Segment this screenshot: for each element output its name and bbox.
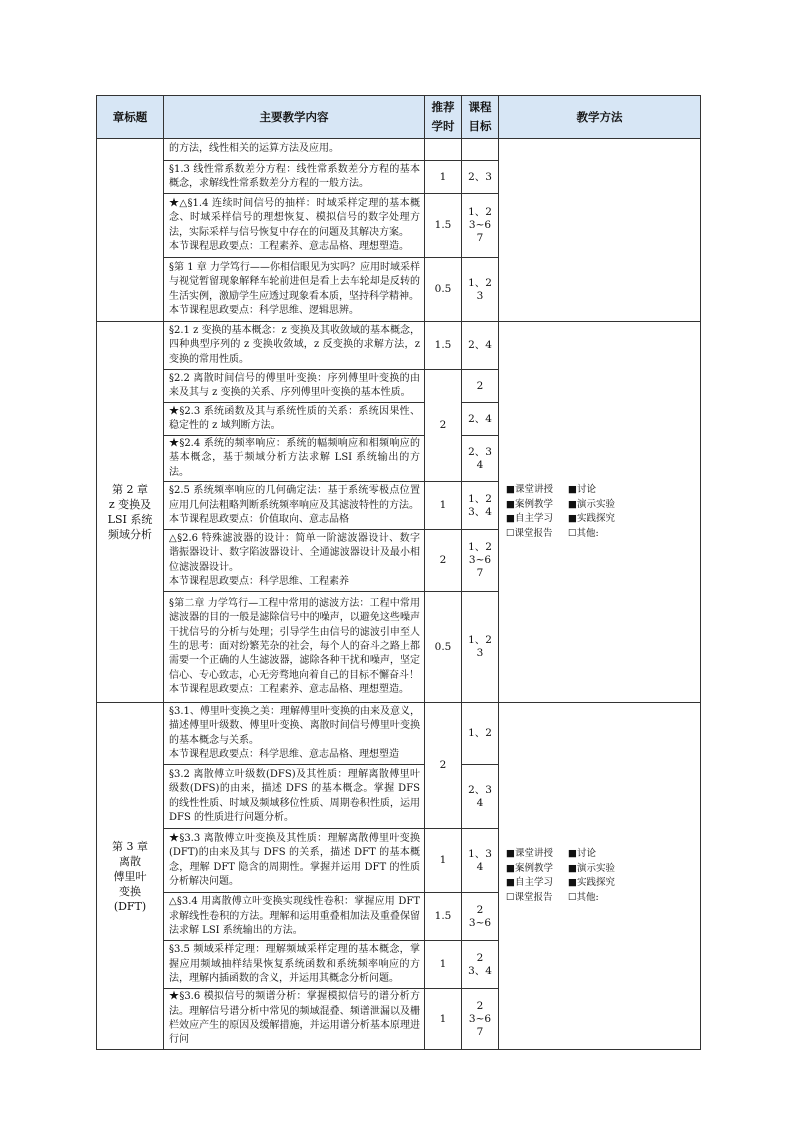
hours-cell: 1.5 — [425, 893, 462, 941]
goals-cell: 2 3~6 7 — [462, 989, 499, 1050]
content-cell: 的方法，线性相关的运算方法及应用。 — [164, 139, 425, 161]
method-case: ■案例教学 — [506, 862, 553, 874]
hours-cell: 1 — [425, 482, 462, 530]
table-row — [97, 703, 701, 765]
method-discussion: ■讨论 — [568, 848, 596, 860]
hours-cell: 1 — [425, 941, 462, 989]
content-cell: ★§2.4 系统的频率响应：系统的幅频响应和相频响应的基本概念，基于频域分析方法求解 LSI 系统输出的方法。 — [164, 436, 425, 482]
hours-cell — [425, 139, 462, 161]
content-cell: §3.1、傅里叶变换之美：理解傅里叶变换的由来及意义，描述傅里叶级数、傅里叶变换、离散时间信号傅里叶变换的基本概念与关系。 本节课程思政要点：科学思维、意志品格、理想塑造 — [164, 703, 425, 765]
hours-cell: 1.5 — [425, 194, 462, 258]
table-row — [97, 322, 701, 370]
method-case: ■案例教学 — [506, 498, 553, 510]
method-demo: ■演示实验 — [568, 498, 615, 510]
goals-cell: 1、2 — [462, 703, 499, 765]
method-practice: ■实践探究 — [568, 877, 615, 889]
goals-cell: 1、2 3 — [462, 258, 499, 322]
method-lecture: ■课堂讲授 — [506, 848, 553, 860]
method-demo: ■演示实验 — [568, 862, 615, 874]
method-discussion: ■讨论 — [568, 484, 596, 496]
hours-cell: 1 — [425, 989, 462, 1050]
methods-cell-1 — [499, 139, 701, 322]
content-cell: §2.2 离散时间信号的傅里叶变换：序列傅里叶变换的由来及其与 z 变换的关系、序列傅里叶变换的基本性质。 — [164, 370, 425, 403]
header-hours: 推荐 学时 — [425, 96, 462, 139]
hours-cell: 0.5 — [425, 592, 462, 703]
content-cell: §第二章 力学笃行—工程中常用的滤波方法：工程中常用滤波器的目的一般是滤除信号中的噪声，以避免这些噪声干扰信号的分析与处理；引导学生由信号的滤波引申至人生的思考：面对纷繁芜杂的社会，每个人的奋斗之路上都需要一个正确的人生滤波器，滤除各种干扰和噪声，坚定信心、专心致志，心无旁骛地向着自己的目标不懈奋斗！ 本节课程思政要点：工程素养、意志品格、理想塑造。 — [164, 592, 425, 703]
header-methods: 教学方法 — [499, 96, 701, 139]
method-report: ☐课堂报告 — [506, 527, 553, 539]
method-report: ☐课堂报告 — [506, 891, 553, 903]
header-row — [97, 96, 701, 139]
content-cell: §第 1 章 力学笃行——你相信眼见为实吗？应用时域采样与视觉暂留现象解释车轮前进但是看上去车轮却是反转的生活实例，激励学生应透过现象看本质，坚持科学精神。 本节课程思政要点：科学思维、逻辑思辨。 — [164, 258, 425, 322]
hours-cell: 0.5 — [425, 258, 462, 322]
content-cell: ★△§1.4 连续时间信号的抽样：时域采样定理的基本概念、时域采样信号的理想恢复、模拟信号的数字处理方法，实际采样与信号恢复中存在的问题及其解决方案。 本节课程思政要点：工程素养、意志品格、理想塑造。 — [164, 194, 425, 258]
goals-cell: 1、2 3~6 7 — [462, 194, 499, 258]
methods-cell — [499, 703, 701, 1050]
hours-cell: 2 — [425, 530, 462, 592]
content-cell: §3.5 频域采样定理：理解频域采样定理的基本概念，掌握应用频域抽样结果恢复系统函数和系统频率响应的方法，理解内插函数的含义，并运用其概念分析问题。 — [164, 941, 425, 989]
chapter-1-cell — [97, 139, 164, 322]
method-practice: ■实践探究 — [568, 513, 615, 525]
content-cell: §2.5 系统频率响应的几何确定法：基于系统零极点位置应用几何法粗略判断系统频率响应及其滤波特性的方法。 本节课程思政要点：价值取向、意志品格 — [164, 482, 425, 530]
content-cell: ★§3.3 离散傅立叶变换及其性质：理解离散傅里叶变换(DFT)的由来及其与 DFS 的关系，描述 DFT 的基本概念，理解 DFT 隐含的周期性。掌握并运用 DFT 的性质分析解决问题。 — [164, 829, 425, 893]
goals-cell: 2、3 4 — [462, 765, 499, 829]
header-goals: 课程 目标 — [462, 96, 499, 139]
goals-cell: 2 3、4 — [462, 941, 499, 989]
hours-cell: 1 — [425, 161, 462, 194]
goals-cell: 2、4 — [462, 322, 499, 370]
content-cell: ★§3.6 模拟信号的频谱分析：掌握模拟信号的谱分析方法。理解信号谱分析中常见的频域混叠、频谱泄漏以及栅栏效应产生的原因及缓解措施，并运用谱分析基本原理进行问 — [164, 989, 425, 1050]
content-cell: △§3.4 用离散傅立叶变换实现线性卷积：掌握应用 DFT 求解线性卷积的方法。理解和运用重叠相加法及重叠保留法求解 LSI 系统输出的方法。 — [164, 893, 425, 941]
goals-cell: 1、2 3、4 — [462, 482, 499, 530]
goals-cell: 2 3~6 — [462, 893, 499, 941]
content-cell: ★§2.3 系统函数及其与系统性质的关系：系统因果性、稳定性的 z 域判断方法。 — [164, 403, 425, 436]
goals-cell: 2、3 4 — [462, 436, 499, 482]
goals-cell: 1、2 3~6 7 — [462, 530, 499, 592]
header-chapter: 章标题 — [97, 96, 164, 139]
goals-cell: 2、4 — [462, 403, 499, 436]
method-self-study: ■自主学习 — [506, 513, 553, 525]
chapter-title: 第 3 章 离散 傅里叶 变换 (DFT) — [97, 703, 164, 1050]
table-row — [97, 139, 701, 161]
goals-cell: 2、3 — [462, 161, 499, 194]
hours-cell: 1.5 — [425, 322, 462, 370]
hours-cell: 2 — [425, 703, 462, 829]
goals-cell — [462, 139, 499, 161]
hours-cell: 2 — [425, 370, 462, 482]
goals-cell: 2 — [462, 370, 499, 403]
method-self-study: ■自主学习 — [506, 877, 553, 889]
header-content: 主要教学内容 — [164, 96, 425, 139]
goals-cell: 1、3 4 — [462, 829, 499, 893]
goals-cell: 1、2 3 — [462, 592, 499, 703]
method-other: ☐其他: — [568, 527, 599, 539]
content-cell: §3.2 离散傅立叶级数(DFS)及其性质：理解离散傅里叶级数(DFS)的由来，描述 DFS 的基本概念。掌握 DFS 的线性性质、时域及频域移位性质、周期卷积性质，运用 DFS 的性质进行问题分析。 — [164, 765, 425, 829]
method-lecture: ■课堂讲授 — [506, 484, 553, 496]
content-cell: §2.1 z 变换的基本概念：z 变换及其收敛域的基本概念，四种典型序列的 z 变换收敛域，z 反变换的求解方法，z 变换的常用性质。 — [164, 322, 425, 370]
syllabus-page — [96, 95, 700, 1050]
method-other: ☐其他: — [568, 891, 599, 903]
content-cell: △§2.6 特殊滤波器的设计：简单一阶滤波器设计、数字谐振器设计、数字陷波器设计、全通滤波器设计及最小相位滤波器设计。 本节课程思政要点：科学思维、工程素养 — [164, 530, 425, 592]
methods-cell — [499, 322, 701, 703]
syllabus-table — [96, 95, 701, 1050]
hours-cell: 1 — [425, 829, 462, 893]
chapter-title: 第 2 章 z 变换及 LSI 系统 频域分析 — [97, 322, 164, 703]
content-cell: §1.3 线性常系数差分方程：线性常系数差分方程的基本概念，求解线性常系数差分方程的一般方法。 — [164, 161, 425, 194]
